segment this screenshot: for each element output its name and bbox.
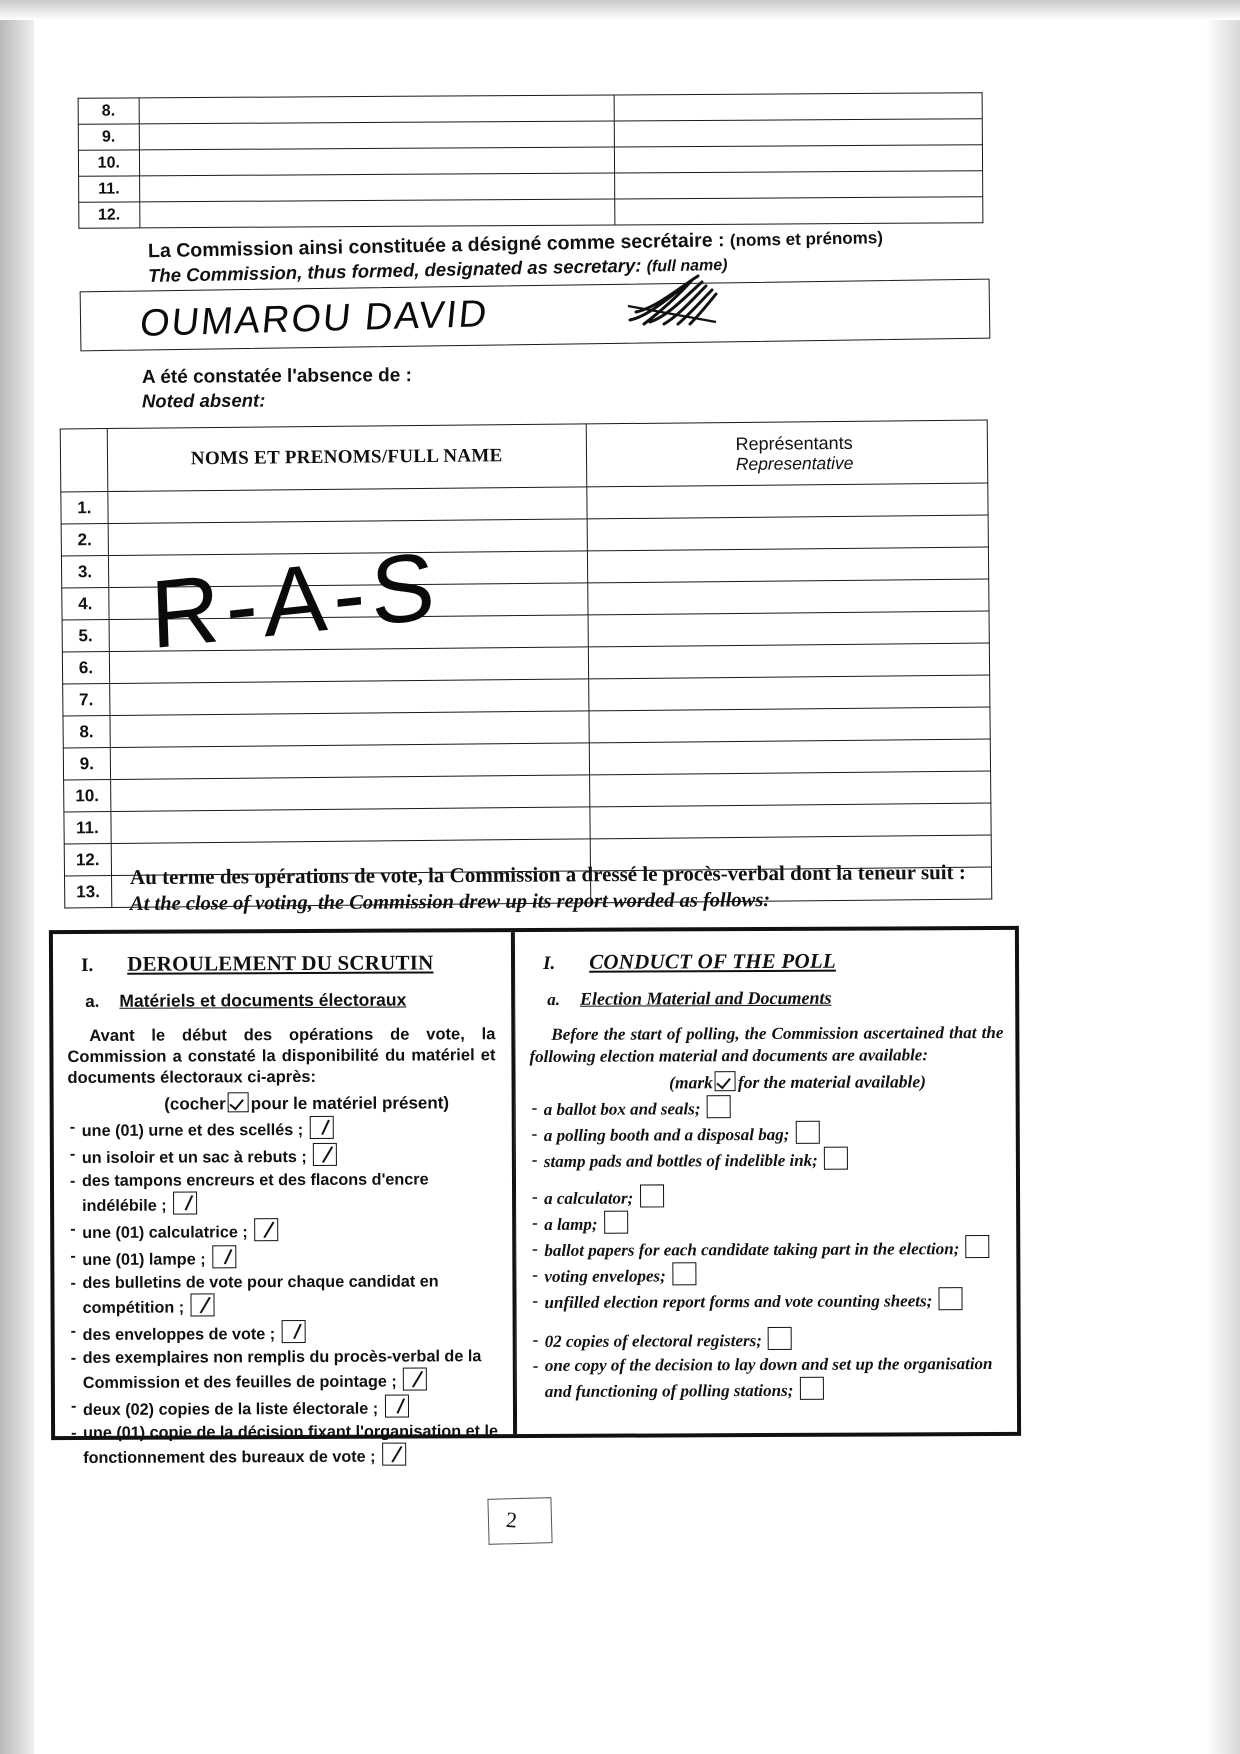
closing-statement-fr: Au terme des opérations de vote, la Commission a dressé le procès-verbal dont la teneur suit : (129, 859, 966, 890)
list-item-label: one copy of the decision to lay down and set up the organisation and functioning of polling stations; (544, 1354, 993, 1401)
table-header-row (60, 420, 988, 492)
page-number-box (487, 1497, 552, 1545)
absence-handwritten-entry: R-A-S (148, 531, 443, 670)
list-item-label: a lamp; (544, 1214, 598, 1234)
row-name-cell[interactable] (108, 551, 587, 588)
bullet-dash-icon: - (70, 1220, 76, 1239)
english-column (515, 930, 1021, 1434)
checkbox-lamp[interactable] (604, 1211, 628, 1234)
row-number: 1. (61, 492, 108, 524)
list-item (71, 1346, 503, 1395)
checkbox-tampons[interactable] (173, 1192, 197, 1215)
bullet-dash-icon: - (69, 1118, 76, 1137)
checkbox-urne[interactable] (310, 1116, 334, 1139)
list-item-label: stamp pads and bottles of indelible ink; (543, 1150, 818, 1171)
bullet-dash-icon: - (70, 1246, 76, 1265)
checkbox-polling-booth[interactable] (796, 1120, 820, 1143)
bullet-dash-icon: - (532, 1330, 539, 1350)
row-rep-cell[interactable] (587, 547, 989, 583)
bullet-dash-icon: - (531, 1097, 538, 1117)
header-full-name: NOMS ET PRENOMS/FULL NAME (190, 445, 503, 470)
list-item-label: 02 copies of electoral registers; (544, 1331, 762, 1352)
row-rep-cell[interactable] (588, 643, 990, 679)
row-name-cell[interactable] (108, 487, 587, 524)
list-item-label: une (01) urne et des scellés ; (81, 1121, 304, 1141)
table-row (79, 197, 983, 229)
checkbox-calculator[interactable] (640, 1184, 664, 1207)
row-rep-cell[interactable] (615, 93, 983, 121)
subsection-heading-fr (85, 989, 501, 1012)
row-number: 12. (64, 843, 111, 875)
checkbox-isoloir[interactable] (313, 1143, 337, 1166)
list-item (532, 1287, 1010, 1314)
header-rep-en: Representative (735, 453, 854, 475)
list-item-label: des bulletins de vote pour chaque candidat en compétition ; (82, 1271, 439, 1318)
list-item (70, 1217, 502, 1245)
row-rep-cell[interactable] (589, 739, 991, 775)
list-spacer (533, 1313, 1011, 1327)
list-item (71, 1421, 503, 1470)
bullet-dash-icon: - (70, 1397, 77, 1416)
row-name-cell[interactable] (139, 95, 615, 124)
bullet-dash-icon: - (531, 1149, 538, 1169)
closing-statement-en: At the close of voting, the Commission drew up its report worded as follows: (129, 889, 771, 916)
header-index-cell (60, 429, 107, 492)
bullet-dash-icon: - (70, 1273, 76, 1292)
checkbox-liste-electorale[interactable] (385, 1395, 409, 1418)
bullet-dash-icon: - (69, 1145, 76, 1164)
bullet-dash-icon: - (70, 1348, 77, 1367)
row-number: 10. (64, 779, 111, 811)
section-heading-fr (81, 950, 501, 977)
checkbox-lampe[interactable] (212, 1245, 236, 1268)
list-item (70, 1169, 502, 1218)
list-item-label: des enveloppes de vote ; (82, 1325, 276, 1344)
mark-prefix-fr: (cocher (164, 1094, 226, 1114)
mark-instruction-en (526, 1069, 1010, 1093)
list-item-label: ballot papers for each candidate taking part in the election; (544, 1239, 960, 1261)
row-number: 9. (78, 124, 139, 150)
list-item-label: des tampons encreurs et des flacons d'encre indélébile ; (81, 1170, 429, 1216)
row-name-cell[interactable] (109, 647, 588, 684)
list-item-label: a calculator; (544, 1188, 634, 1208)
subsection-letter-fr: a. (85, 991, 100, 1011)
row-rep-cell[interactable] (589, 707, 991, 743)
checkbox-decision[interactable] (382, 1443, 406, 1466)
subsection-letter-en: a. (547, 989, 560, 1009)
checkbox-icon (228, 1093, 249, 1113)
list-item (532, 1209, 1010, 1236)
secretary-label-en-text: The Commission, thus formed, designated as secretary: (147, 254, 642, 287)
header-representative (587, 431, 986, 476)
row-name-cell[interactable] (108, 519, 587, 556)
checkbox-voting-envelopes[interactable] (672, 1262, 696, 1285)
row-rep-cell[interactable] (586, 483, 988, 519)
list-item-label: une (01) copie de la décision fixant l'organisation et le fonctionnement des bureaux de vote ; (83, 1421, 499, 1468)
list-item (70, 1142, 502, 1170)
poll-conduct-box (49, 926, 1021, 1468)
row-rep-cell[interactable] (615, 197, 983, 225)
row-name-cell[interactable] (109, 583, 588, 620)
checkbox-enveloppes[interactable] (282, 1320, 306, 1343)
list-item-label: un isoloir et un sac à rebuts ; (81, 1148, 307, 1168)
row-number: 11. (64, 811, 111, 843)
section-numeral-fr: I. (81, 954, 94, 976)
row-number: 5. (62, 620, 109, 652)
row-name-cell[interactable] (111, 807, 590, 844)
list-item-label: unfilled election report forms and vote counting sheets; (544, 1291, 933, 1313)
row-number: 6. (62, 652, 109, 684)
row-rep-cell[interactable] (590, 803, 992, 839)
mark-suffix-en: for the material available) (737, 1070, 927, 1092)
commission-members-table (78, 92, 984, 229)
list-item-label: a polling booth and a disposal bag; (543, 1124, 790, 1145)
absence-label-en: Noted absent: (141, 389, 266, 412)
row-rep-cell[interactable] (615, 171, 983, 199)
list-spacer (532, 1172, 1010, 1184)
row-number: 11. (79, 176, 140, 202)
row-name-cell[interactable] (139, 121, 615, 150)
row-rep-cell[interactable] (587, 579, 989, 615)
checkbox-electoral-registers[interactable] (768, 1327, 792, 1350)
section-numeral-en: I. (542, 952, 556, 974)
row-rep-cell[interactable] (615, 119, 983, 147)
row-name-cell[interactable] (139, 199, 615, 228)
bullet-dash-icon: - (532, 1265, 539, 1285)
secretary-label-fr-text: La Commission ainsi constituée a désigné comme secrétaire : (147, 229, 725, 263)
checkbox-unfilled-forms[interactable] (938, 1287, 962, 1310)
material-list-fr (70, 1115, 504, 1470)
mark-instruction-fr (64, 1091, 502, 1115)
row-name-cell[interactable] (109, 679, 588, 716)
row-number: 7. (63, 683, 110, 715)
list-item-label: deux (02) copies de la liste électorale ; (82, 1399, 379, 1420)
intro-paragraph-fr: Avant le début des opérations de vote, la Commission a constaté la disponibilité du matériel et documents électoraux ci-après: (67, 1025, 496, 1088)
checkbox-ballot-box[interactable] (707, 1095, 731, 1118)
secretary-name-handwritten: OUMAROU DAVID (138, 293, 491, 345)
row-name-cell[interactable] (110, 775, 589, 812)
list-item-label: des exemplaires non remplis du procès-verbal de la Commission et des feuilles de pointage ; (82, 1346, 482, 1393)
subsection-title-fr: Matériels et documents électoraux (119, 989, 407, 1011)
row-number: 13. (65, 875, 112, 907)
french-column (53, 932, 513, 1468)
checkbox-decision-copy[interactable] (800, 1376, 824, 1399)
list-item (71, 1319, 503, 1347)
row-number: 10. (78, 150, 139, 176)
list-item (532, 1146, 1010, 1173)
section-title-fr: DEROULEMENT DU SCRUTIN (127, 950, 434, 976)
list-item (71, 1394, 503, 1422)
section-heading-en (543, 948, 1009, 975)
row-rep-cell[interactable] (589, 771, 991, 807)
bullet-dash-icon: - (532, 1356, 539, 1376)
row-rep-cell[interactable] (588, 675, 990, 711)
row-number: 2. (61, 524, 108, 556)
row-name-cell[interactable] (109, 615, 588, 652)
list-item (532, 1093, 1010, 1120)
absence-label-fr: A été constatée l'absence de : (141, 365, 412, 388)
bullet-dash-icon: - (531, 1123, 538, 1143)
bullet-dash-icon: - (71, 1423, 77, 1442)
bullet-dash-icon: - (69, 1171, 76, 1190)
list-item-label: une (01) lampe ; (82, 1250, 206, 1269)
row-rep-cell[interactable] (615, 145, 983, 173)
page-number: 2 (505, 1506, 518, 1533)
row-number: 8. (78, 98, 139, 124)
subsection-title-en: Election Material and Documents (579, 987, 832, 1009)
secretary-label-fr-paren: (noms et prénoms) (729, 228, 884, 251)
list-item (533, 1352, 1011, 1402)
row-name-cell[interactable] (110, 743, 589, 780)
absent-members-table (60, 420, 993, 909)
header-rep-fr: Représentants (735, 432, 853, 454)
mark-prefix-en: (mark (669, 1071, 713, 1092)
row-rep-cell[interactable] (588, 611, 990, 647)
row-number: 4. (62, 588, 109, 620)
row-name-cell[interactable] (139, 173, 615, 202)
checkbox-bulletins[interactable] (191, 1294, 215, 1317)
list-item-label: a ballot box and seals; (543, 1098, 701, 1119)
mark-suffix-fr: pour le matériel présent) (250, 1093, 450, 1114)
checkbox-stamp-pads[interactable] (824, 1146, 848, 1169)
list-item (70, 1244, 502, 1272)
list-item (532, 1235, 1010, 1262)
bullet-dash-icon: - (532, 1291, 539, 1311)
row-name-cell[interactable] (139, 147, 615, 176)
list-item (533, 1326, 1011, 1353)
secretary-label-en-paren: (full name) (646, 256, 728, 276)
row-number: 3. (61, 556, 108, 588)
subsection-heading-en (547, 987, 1009, 1010)
list-item (532, 1261, 1010, 1288)
section-title-en: CONDUCT OF THE POLL (589, 948, 836, 974)
checkbox-icon (715, 1071, 736, 1091)
list-item-label: voting envelopes; (544, 1266, 666, 1287)
list-item (532, 1120, 1010, 1147)
list-item (532, 1183, 1010, 1210)
bullet-dash-icon: - (70, 1321, 77, 1340)
row-name-cell[interactable] (110, 711, 589, 748)
checkbox-calculatrice[interactable] (254, 1218, 278, 1241)
checkbox-ballot-papers[interactable] (966, 1235, 990, 1258)
intro-paragraph-en: Before the start of polling, the Commission ascertained that the following election material and documents are available: (529, 1022, 1004, 1066)
row-rep-cell[interactable] (587, 515, 989, 551)
material-list-en (532, 1093, 1011, 1402)
bullet-dash-icon: - (532, 1212, 538, 1232)
list-item (70, 1271, 502, 1320)
row-number: 9. (63, 747, 110, 779)
checkbox-exemplaires[interactable] (403, 1368, 427, 1391)
row-number: 8. (63, 715, 110, 747)
list-item-label: une (01) calculatrice ; (82, 1223, 248, 1243)
row-number: 12. (79, 202, 140, 228)
bullet-dash-icon: - (532, 1186, 538, 1206)
signature-icon (620, 272, 740, 332)
list-item (70, 1115, 502, 1143)
bullet-dash-icon: - (532, 1239, 538, 1259)
